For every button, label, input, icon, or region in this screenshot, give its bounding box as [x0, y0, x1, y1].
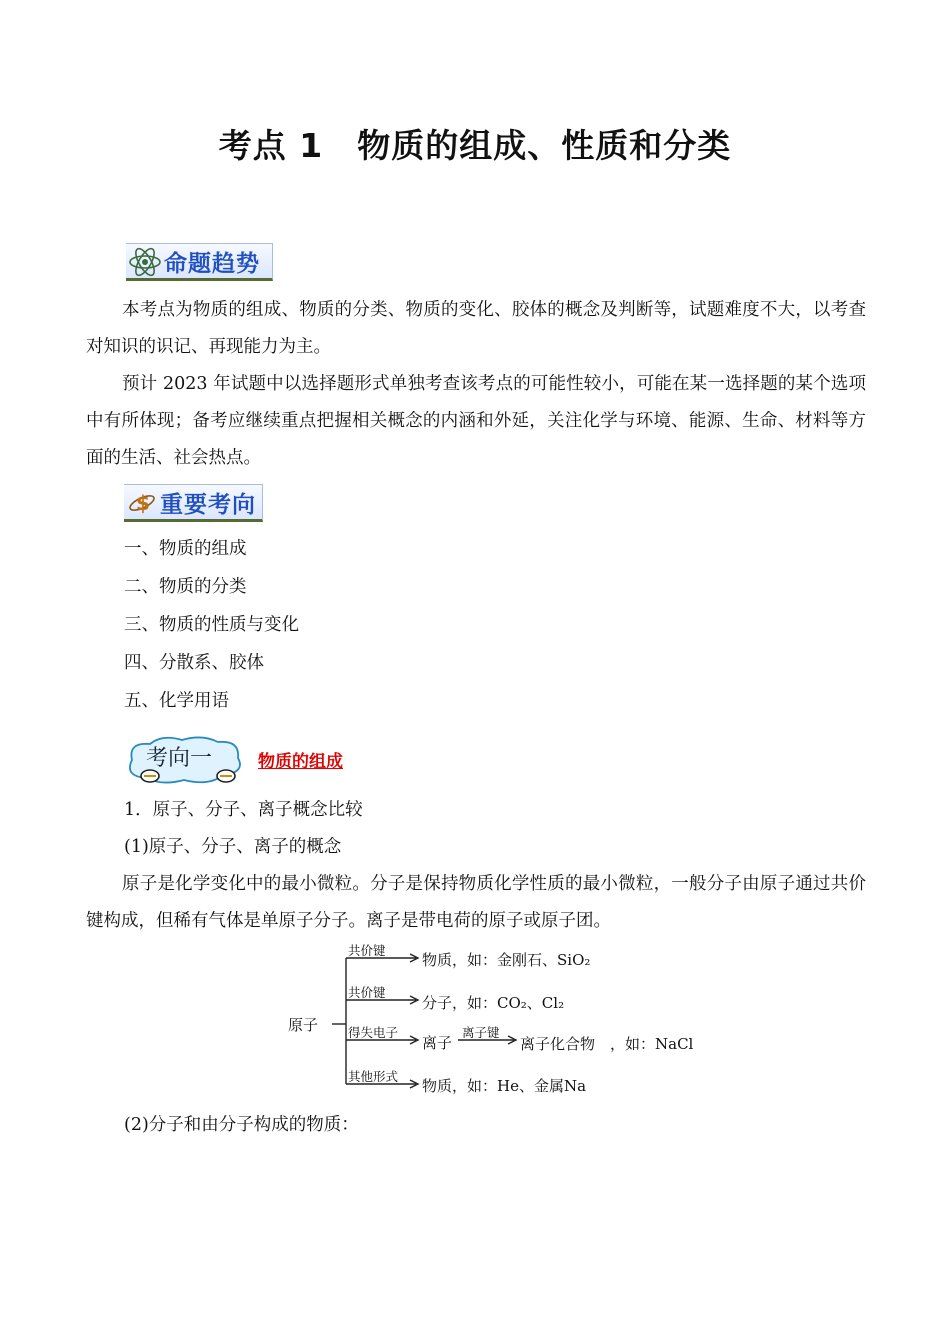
concept-paragraph: 原子是化学变化中的最小微粒。分子是保持物质化学性质的最小微粒，一般分子由原子通过共价键构成，但稀有气体是单原子分子。离子是带电荷的原子或原子团。 — [86, 874, 866, 931]
trend-badge — [126, 243, 274, 283]
dollar-swirl-icon — [126, 486, 158, 520]
atom-icon — [128, 245, 162, 279]
branch-2-label: 共价键 — [348, 985, 386, 1000]
key-item-4: 四、分散系、胶体 — [124, 653, 264, 673]
diagram-root: 原子 — [288, 1016, 319, 1034]
heading-atom-compare: 1．原子、分子、离子概念比较 — [124, 800, 363, 820]
heading-concepts: (1)原子、分子、离子的概念 — [124, 837, 342, 857]
key-badge-label: 重要考向 — [160, 492, 256, 518]
branch-3-second-result: 离子化合物 ，如：NaCl — [520, 1035, 694, 1053]
key-badge — [124, 484, 264, 524]
trend-paragraph-1: 本考点为物质的组成、物质的分类、物质的变化、胶体的概念及判断等，试题难度不大，以考查对知识的识记、再现能力为主。 — [86, 300, 866, 357]
key-item-2: 二、物质的分类 — [124, 577, 247, 597]
branch-3-second-label: 离子键 — [462, 1025, 500, 1040]
direction-one-link[interactable]: 物质的组成 — [258, 752, 343, 772]
page-title: 考点 1 物质的组成、性质和分类 — [218, 126, 732, 165]
svg-text:$: $ — [136, 491, 150, 515]
key-item-1: 一、物质的组成 — [124, 539, 247, 559]
key-item-5: 五、化学用语 — [124, 691, 229, 711]
branch-1-label: 共价键 — [348, 943, 386, 958]
atom-diagram — [280, 940, 720, 1100]
branch-2-result: 分子，如：CO₂、Cl₂ — [422, 994, 565, 1012]
key-item-3: 三、物质的性质与变化 — [124, 615, 299, 635]
direction-one-badge — [122, 732, 246, 786]
direction-one-label: 考向一 — [146, 746, 213, 771]
heading-molecules: (2)分子和由分子构成的物质： — [124, 1115, 359, 1135]
branch-1-result: 物质，如：金刚石、SiO₂ — [422, 951, 591, 969]
branch-4-label: 其他形式 — [348, 1069, 399, 1084]
branch-3-result: 离子 — [422, 1034, 453, 1052]
branch-4-result: 物质，如：He、金属Na — [422, 1077, 587, 1095]
trend-badge-label: 命题趋势 — [164, 251, 260, 277]
branch-3-label: 得失电子 — [348, 1025, 399, 1040]
trend-paragraph-2: 预计 2023 年试题中以选择题形式单独考查该考点的可能性较小，可能在某一选择题的某个选项中有所体现；备考应继续重点把握相关概念的内涵和外延，关注化学与环境、能源、生命、材料等方面的生活、社会热点。 — [86, 374, 866, 468]
